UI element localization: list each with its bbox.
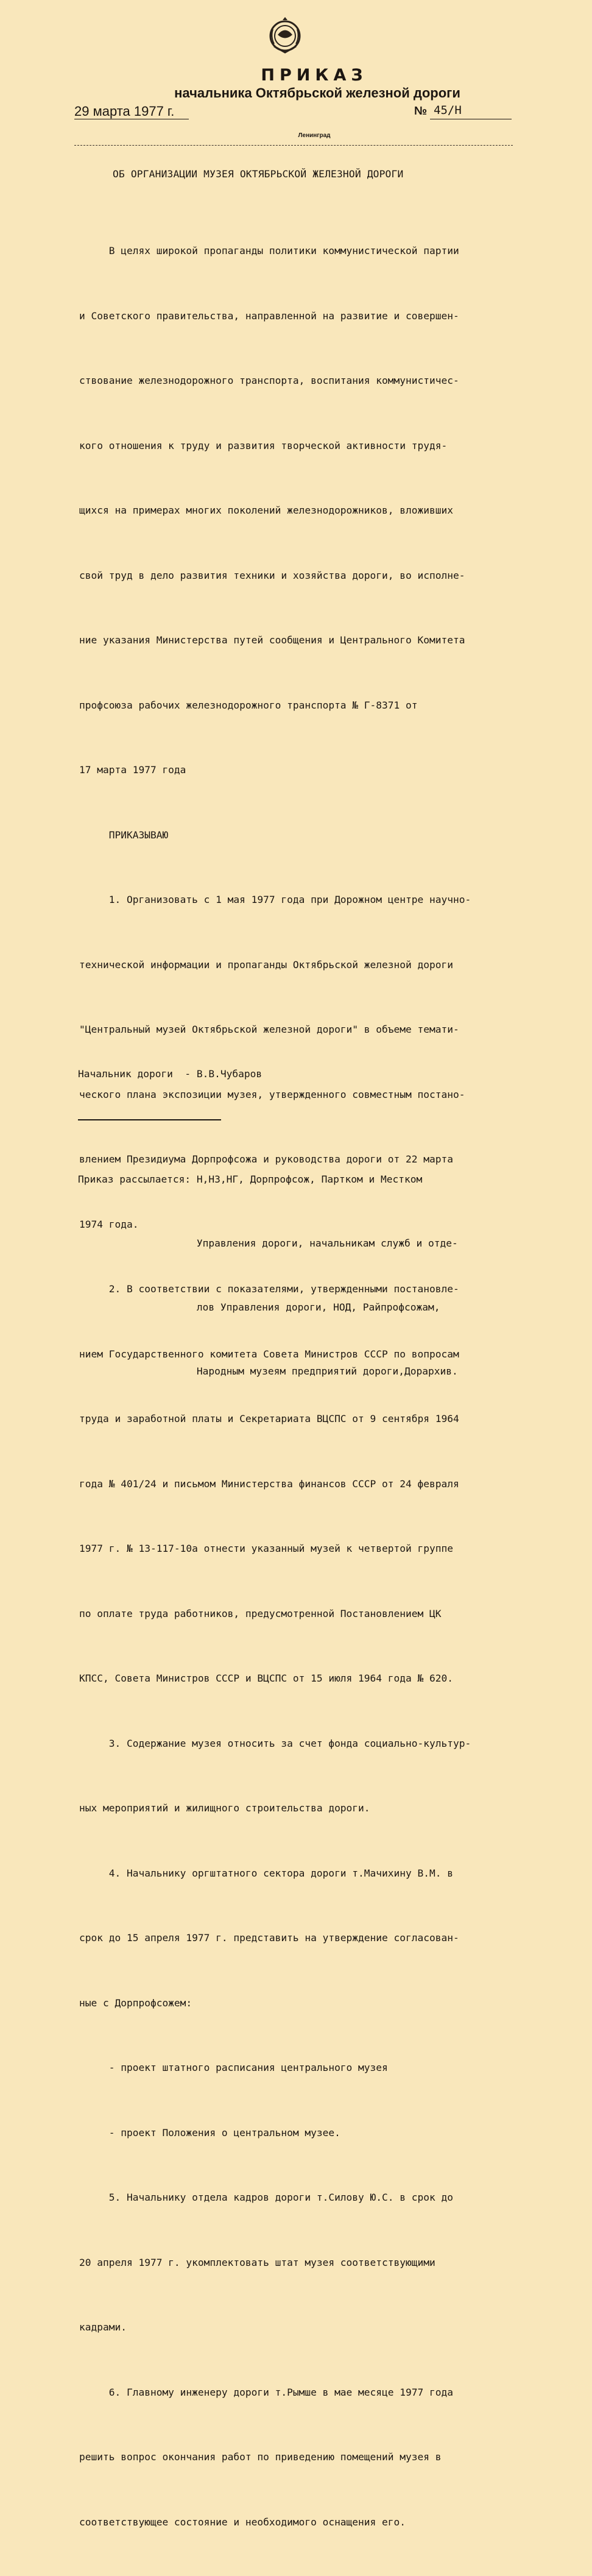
body-line: кого отношения к труду и развития творческой активности трудя- xyxy=(79,439,448,451)
header-divider xyxy=(74,145,513,146)
body-line: ные с Дорпрофсожем: xyxy=(79,1997,192,2009)
distribution-line xyxy=(78,1361,458,1382)
body-line: технической информации и пропаганды Октябрьской железной дороги xyxy=(79,958,453,971)
body-line: срок до 15 апреля 1977 г. представить на утверждение согласован- xyxy=(79,1932,459,1944)
body-line: 1. Организовать с 1 мая 1977 года при Дорожном центре научно- xyxy=(79,894,471,905)
distribution-item: Н,НЗ,НГ, Дорпрофсож, Партком и Местком xyxy=(196,1173,423,1185)
body-line: - проект штатного расписания центрального музея xyxy=(79,2062,388,2073)
body-line: 17 марта 1977 года xyxy=(79,764,186,776)
body-line: соответствующее состояние и необходимого оснащения его. xyxy=(79,2516,406,2528)
body-line: ние указания Министерства путей сообщения и Центрального Комитета xyxy=(79,634,465,646)
body-line: 1977 г. № 13-117-10а отнести указанный музей к четвертой группе xyxy=(79,1543,453,1554)
body-line: щихся на примерах многих поколений железнодорожников, вложивших xyxy=(79,504,453,516)
body-line: по оплате труда работников, предусмотренной Постановлением ЦК xyxy=(79,1607,442,1619)
distribution-first-line xyxy=(78,1169,458,1190)
order-subject: ОБ ОРГАНИЗАЦИИ МУЗЕЯ ОКТЯБРЬСКОЙ ЖЕЛЕЗНОЙ ДОРОГИ xyxy=(113,168,404,180)
body-line: и Советского правительства, направленной на развитие и совершен- xyxy=(79,310,459,322)
body-line: "Центральный музей Октябрьской железной дороги" в объеме темати- xyxy=(79,1024,459,1035)
distribution-item: Народным музеям предприятий дороги,Дорархив. xyxy=(196,1365,458,1377)
body-line: 6. Главному инженеру дороги т.Рымше в мае месяце 1977 года xyxy=(79,2386,453,2398)
order-date: 29 марта 1977 г. xyxy=(74,104,175,119)
city-label: Ленинград xyxy=(298,132,331,139)
body-line: труда и заработной платы и Секретариата ВЦСПС от 9 сентября 1964 xyxy=(79,1413,459,1424)
body-line: - проект Положения о центральном музее. xyxy=(79,2126,340,2139)
body-line: нием Государственного комитета Совета Министров СССР по вопросам xyxy=(79,1348,459,1360)
order-title: ПРИКАЗ xyxy=(261,66,368,85)
body-line: В целях широкой пропаганды политики коммунистической партии xyxy=(79,245,459,257)
distribution-item: лов Управления дороги, НОД, Райпрофсожам, xyxy=(196,1301,440,1313)
body-line: ных мероприятий и жилищного строительства дороги. xyxy=(79,1802,370,1814)
body-line: ческого плана экспозиции музея, утвержденного совместным постано- xyxy=(79,1088,465,1100)
body-line: 1974 года. xyxy=(79,1218,139,1230)
body-line: ствование железнодорожного транспорта, воспитания коммунистичес- xyxy=(79,375,459,386)
distribution-list xyxy=(78,1126,458,1424)
body-line: КПСС, Совета Министров СССР и ВЦСПС от 15 июля 1964 года № 620. xyxy=(79,1672,453,1684)
body-line: профсоюза рабочих железнодорожного транспорта № Г-8371 от xyxy=(79,699,418,711)
body-line: года № 401/24 и письмом Министерства финансов СССР от 24 февраля xyxy=(79,1477,459,1490)
body-line: 4. Начальнику оргштатного сектора дороги т.Мачихину В.М. в xyxy=(79,1867,453,1879)
distribution-item: Управления дороги, начальникам служб и отде- xyxy=(196,1237,458,1249)
body-line: 20 апреля 1977 г. укомплектовать штат музея соответствующими xyxy=(79,2256,435,2268)
body-line: решить вопрос окончания работ по приведению помещений музея в xyxy=(79,2451,442,2463)
distribution-line xyxy=(78,1233,458,1254)
body-line: свой труд в дело развития техники и хозяйства дороги, во исполне- xyxy=(79,569,465,581)
body-line: 3. Содержание музея относить за счет фонда социально-культур- xyxy=(79,1737,471,1749)
body-line: влением Президиума Дорпрофсожа и руководства дороги от 22 марта xyxy=(79,1153,453,1165)
distribution-line xyxy=(78,1297,458,1318)
body-line: кадрами. xyxy=(79,2321,127,2333)
state-emblem-icon xyxy=(266,17,305,57)
body-line: 2. В соответствии с показателями, утвержденными постановле- xyxy=(79,1283,459,1295)
order-directive: ПРИКАЗЫВАЮ xyxy=(79,829,169,841)
distribution-label: Приказ рассылается: xyxy=(78,1173,191,1185)
order-number-label: № xyxy=(414,105,428,118)
body-line: 5. Начальнику отдела кадров дороги т.Силову Ю.С. в срок до xyxy=(79,2192,453,2203)
signature-line: Начальник дороги - В.В.Чубаров xyxy=(78,1068,263,1080)
order-issuer: начальника Октябрьской железной дороги xyxy=(174,85,460,101)
signature-divider xyxy=(78,1119,221,1120)
order-number: 45/Н xyxy=(434,104,462,117)
